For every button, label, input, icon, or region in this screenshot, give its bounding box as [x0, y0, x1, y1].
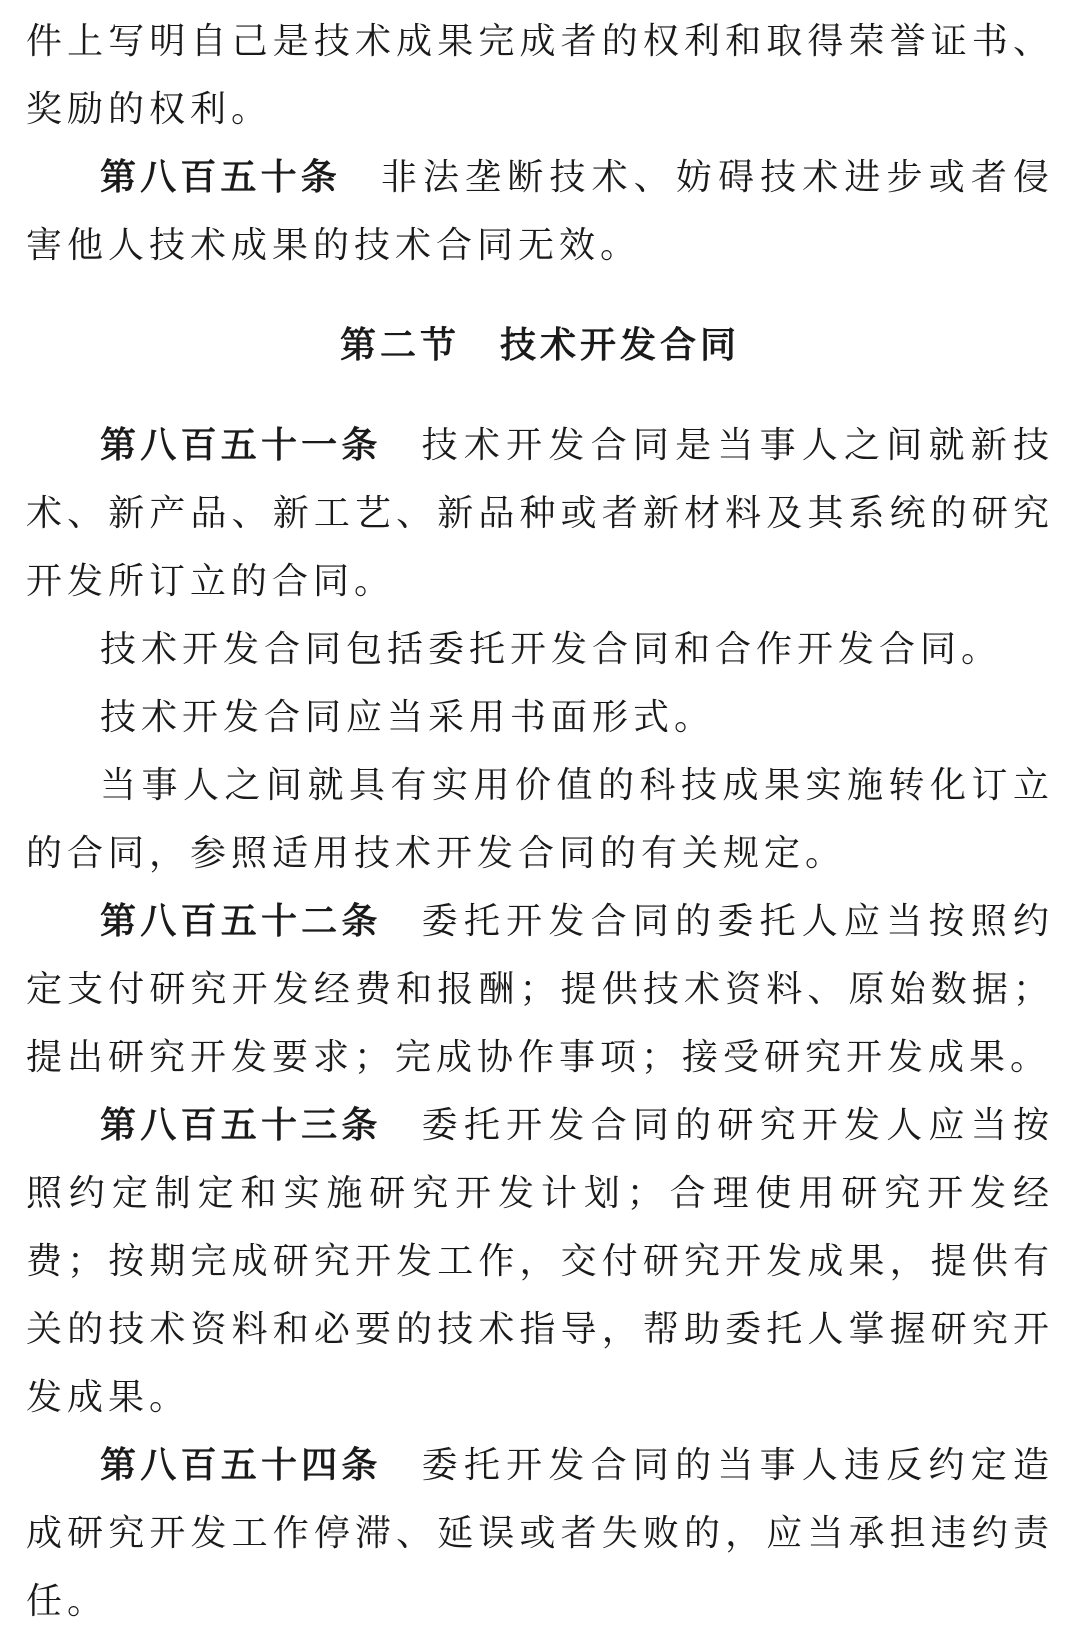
- article-851: [26, 412, 1054, 616]
- article-851-para-2: [26, 616, 1054, 684]
- article-number: 第八百五十条: [100, 157, 341, 198]
- paragraph-text: 当事人之间就具有实用价值的科技成果实施转化订立的合同，参照适用技术开发合同的有关规定。: [26, 765, 1054, 874]
- paragraph-text: 件上写明自己是技术成果完成者的权利和取得荣誉证书、奖励的权利。: [26, 21, 1054, 130]
- article-850: [26, 144, 1054, 280]
- article-number: 第八百五十三条: [100, 1105, 382, 1146]
- paragraph-text: 技术开发合同包括委托开发合同和合作开发合同。: [100, 629, 1003, 670]
- section-title: 技术开发合同: [500, 325, 741, 366]
- article-number: 第八百五十二条: [100, 901, 382, 942]
- article-number: 第八百五十一条: [100, 425, 382, 466]
- paragraph-text: 技术开发合同应当采用书面形式。: [100, 697, 716, 738]
- section-number: 第二节: [339, 325, 460, 366]
- article-852: [26, 888, 1054, 1092]
- article-text: 委托开发合同的委托人应当按照约定支付研究开发经费和报酬；提供技术资料、原始数据；提出研究开发要求；完成协作事项；接受研究开发成果。: [26, 901, 1054, 1078]
- article-number: 第八百五十四条: [100, 1445, 382, 1486]
- article-851-para-3: [26, 684, 1054, 752]
- article-text: 委托开发合同的当事人违反约定造成研究开发工作停滞、延误或者失败的，应当承担违约责任。: [26, 1445, 1054, 1622]
- section-heading: [26, 312, 1054, 380]
- article-text: 非法垄断技术、妨碍技术进步或者侵害他人技术成果的技术合同无效。: [26, 157, 1054, 266]
- article-854: [26, 1432, 1054, 1636]
- article-text: 技术开发合同是当事人之间就新技术、新产品、新工艺、新品种或者新材料及其系统的研究开发所订立的合同。: [26, 425, 1054, 602]
- paragraph-continuation: [26, 8, 1054, 144]
- article-851-para-4: [26, 752, 1054, 888]
- article-853: [26, 1092, 1054, 1432]
- article-text: 委托开发合同的研究开发人应当按照约定制定和实施研究开发计划；合理使用研究开发经费；按期完成研究开发工作，交付研究开发成果，提供有关的技术资料和必要的技术指导，帮助委托人掌握研究开发成果。: [26, 1105, 1054, 1418]
